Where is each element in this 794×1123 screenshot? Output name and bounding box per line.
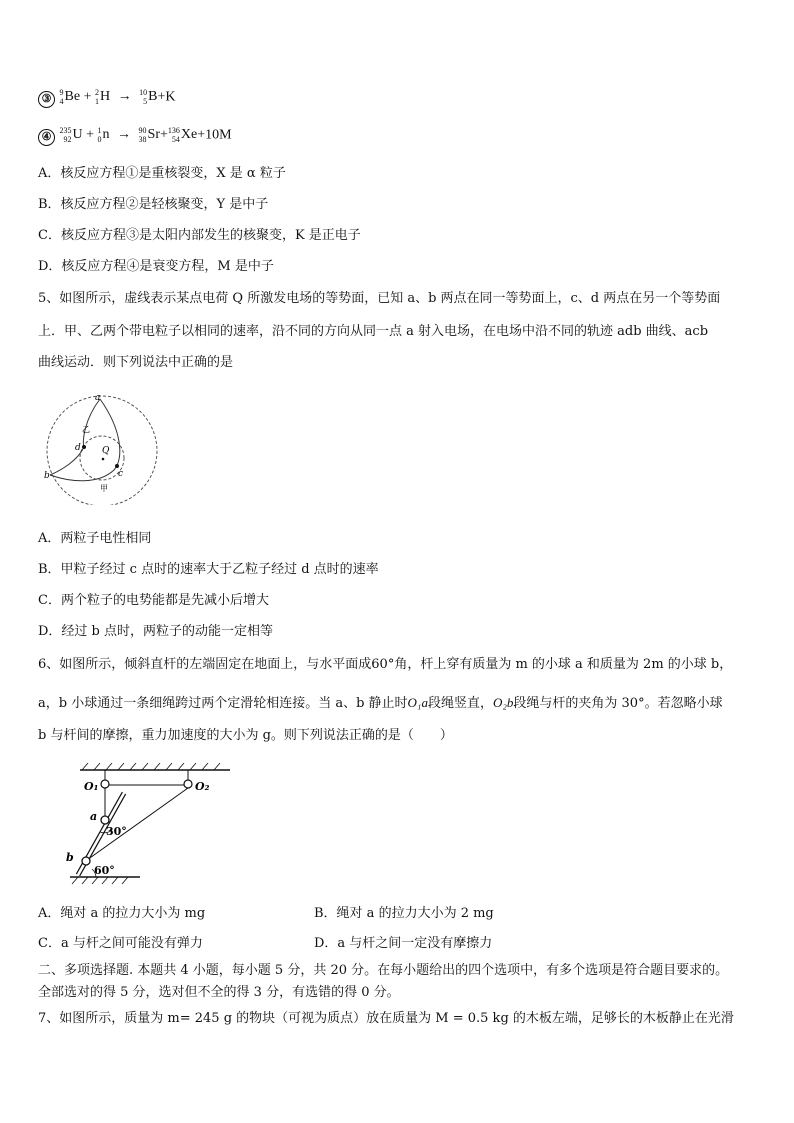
q4-option-a: A．核反应方程①是重核裂变，X 是 α 粒子 <box>38 166 286 181</box>
segment-o2b: O₂b <box>492 695 514 710</box>
q5-option-d: D．经过 b 点时，两粒子的动能一定相等 <box>38 624 274 639</box>
label-jia: 甲 <box>100 484 108 493</box>
ball-a <box>101 816 109 824</box>
nuclide-u: 235 92 U <box>59 126 83 144</box>
q5-figure <box>40 390 170 505</box>
section-2-line-2: 全部选对的得 5 分，选对但不全的得 3 分，有选错的得 0 分。 <box>38 985 400 1000</box>
reaction-arrow: → <box>117 89 132 105</box>
segment-o1a: O₁a <box>407 695 428 710</box>
reaction-number-3: ③ <box>38 91 55 108</box>
reaction-3: ③ 9 4 Be + 2 1 H → 10 5 B+K <box>38 88 175 108</box>
q6-figure <box>60 760 235 885</box>
nuclide-b: 10 5 B <box>139 88 158 106</box>
point-q <box>102 458 105 461</box>
q6-option-c: C．a 与杆之间可能没有弹力 <box>38 936 203 951</box>
ball-b <box>82 857 90 865</box>
label-yi: 乙 <box>82 425 90 434</box>
reaction-number-4: ④ <box>38 129 55 146</box>
ceiling-hatch <box>82 763 220 770</box>
point-d <box>82 445 86 449</box>
label-o2: O₂ <box>195 780 210 793</box>
q4-option-d: D．核反应方程④是衰变方程，M 是中子 <box>38 259 274 274</box>
nuclide-sr: 90 38 Sr <box>138 126 160 144</box>
q6-option-b: B．绳对 a 的拉力大小为 2 mg <box>314 906 494 921</box>
section-2-line-1: 二、多项选择题. 本题共 4 小题，每小题 5 分，共 20 分。在每小题给出的四个选项中，有多个选项是符合题目要求的。 <box>38 963 729 978</box>
q5-stem-line-3: 曲线运动．则下列说法中正确的是 <box>38 355 234 370</box>
reaction-4: ④ 235 92 U + 1 0 n → 90 38 Sr+ 136 54 Xe+10M <box>38 126 232 146</box>
q7-stem-line-1: 7、如图所示，质量为 m= 245 g 的物块（可视为质点）放在质量为 M = 0.5 kg 的木板左端，足够长的木板静止在光滑 <box>38 1011 734 1026</box>
label-d: d <box>75 443 81 453</box>
q6-stem-line-1: 6、如图所示，倾斜直杆的左端固定在地面上，与水平面成60°角，杆上穿有质量为 m 的小球 a 和质量为 2m 的小球 b， <box>38 657 733 672</box>
label-a: a <box>90 810 98 823</box>
trajectory-adb <box>50 399 100 475</box>
q5-stem-line-2: 上．甲、乙两个带电粒子以相同的速率，沿不同的方向从同一点 a 射入电场，在电场中沿不同的轨迹 adb 曲线、acb <box>38 324 709 339</box>
label-q: Q <box>102 446 110 456</box>
q4-option-c: C．核反应方程③是太阳内部发生的核聚变，K 是正电子 <box>38 228 361 243</box>
point-c <box>115 464 119 468</box>
q5-stem-line-1: 5、如图所示，虚线表示某点电荷 Q 所激发电场的等势面，已知 a、b 两点在同一等势面上，c、d 两点在另一个等势面 <box>38 291 721 306</box>
q6-stem-line-3: b 与杆间的摩擦，重力加速度的大小为 g。则下列说法正确的是（ ） <box>38 728 453 743</box>
q5-option-a: A．两粒子电性相同 <box>38 531 152 546</box>
ground-hatch <box>72 877 128 884</box>
reaction-arrow: → <box>117 127 132 143</box>
label-o1: O₁ <box>84 780 99 793</box>
q6-option-a: A．绳对 a 的拉力大小为 mg <box>38 906 206 921</box>
q5-option-b: B．甲粒子经过 c 点时的速率大于乙粒子经过 d 点时的速率 <box>38 562 379 577</box>
label-b: b <box>66 851 74 864</box>
q4-option-b: B．核反应方程②是轻核聚变，Y 是中子 <box>38 197 269 212</box>
nuclide-h: 2 1 H <box>94 88 111 106</box>
trajectory-acb <box>50 399 120 481</box>
angle-60: 60° <box>94 864 115 877</box>
pulley-o2 <box>184 780 192 788</box>
label-a: a <box>95 393 101 403</box>
label-c: c <box>118 469 124 479</box>
label-b: b <box>44 471 50 481</box>
nuclide-be: 9 4 Be <box>59 88 81 106</box>
q6-stem-line-2: a，b 小球通过一条细绳跨过两个定滑轮相连接。当 a、b 静止时O₁a段绳竖直，O₂b段绳与杆的夹角为 30°。若忽略小球 <box>38 695 723 711</box>
nuclide-n: 1 0 n <box>97 126 110 144</box>
q5-option-c: C．两个粒子的电势能都是先减小后增大 <box>38 593 269 608</box>
q6-option-d: D．a 与杆之间一定没有摩擦力 <box>314 936 493 951</box>
nuclide-xe: 136 54 Xe <box>167 126 198 144</box>
angle-30: 30° <box>106 825 127 838</box>
pulley-o1 <box>101 780 109 788</box>
